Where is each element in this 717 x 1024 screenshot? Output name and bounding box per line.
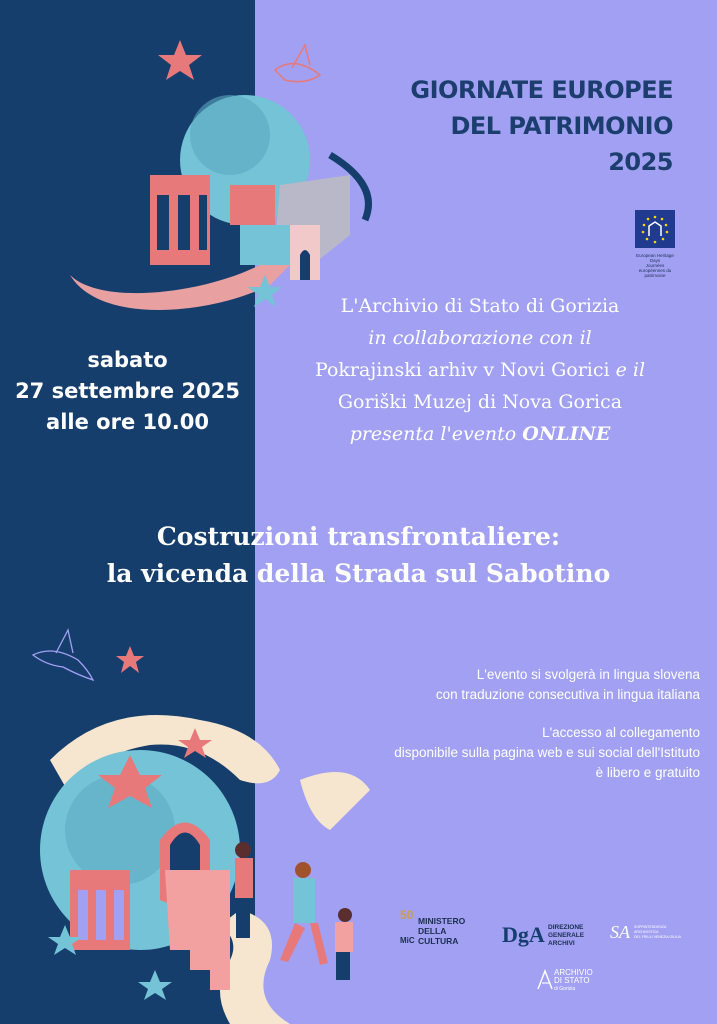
logo-line: ARCHIVIO: [554, 968, 593, 977]
title-line: GIORNATE EUROPEE: [410, 76, 673, 104]
presenter-line: [270, 354, 690, 386]
archivio-di-stato-gorizia-logo: [536, 967, 596, 995]
star-icon: [115, 645, 145, 675]
dga-logo: [502, 922, 592, 952]
european-heritage-days-logo: [635, 210, 675, 278]
bird-icon: [28, 625, 98, 685]
presenter-italic: in collaborazione con il: [368, 327, 592, 349]
info-line: L'accesso al collegamento: [542, 725, 700, 740]
info-line: L'evento si svolgerà in lingua slovena: [476, 667, 700, 682]
title-line-year: 2025: [608, 148, 673, 176]
online-label: ONLINE: [522, 423, 611, 445]
presenter-line: [270, 418, 690, 450]
presenter-italic: presenta l'evento: [349, 423, 517, 445]
presenter-line: Goriški Muzej di Nova Gorica: [337, 391, 623, 413]
logo-line: DI STATO: [554, 976, 590, 985]
info-line: è libero e gratuito: [595, 765, 700, 780]
presenter-block: [270, 290, 690, 450]
sa-name: [634, 925, 681, 940]
mic-anniversary-number: 50: [400, 908, 414, 922]
logo-line: di Gorizia: [554, 986, 576, 992]
logo-line: ARCHIVI: [548, 940, 575, 947]
event-info: [330, 665, 700, 801]
sa-logo: [610, 922, 702, 952]
archive-a-icon: [536, 969, 554, 991]
language-info: [330, 665, 700, 705]
date-full: 27 settembre 2025: [15, 379, 240, 403]
event-title-line: la vicenda della Strada sul Sabotino: [106, 559, 611, 588]
logo-line: SOPRINTENDENZA: [634, 925, 667, 929]
mic-abbreviation: MiC: [400, 936, 415, 945]
sa-abbreviation: SA: [610, 922, 630, 942]
mic-logo: [400, 908, 482, 950]
dga-abbreviation: DgA: [502, 922, 545, 947]
title-line: DEL PATRIMONIO: [450, 112, 673, 140]
logo-line: DEL FRIULI VENEZIA GIULIA: [634, 935, 681, 939]
ehd-logo-text: European Heritage Days: [636, 253, 674, 263]
heritage-top-illustration: [60, 35, 390, 315]
event-title: [0, 518, 717, 592]
ehd-logo-text: Journées européennes du patrimoine: [638, 263, 672, 278]
date-time: alle ore 10.00: [46, 410, 209, 434]
mic-name: [418, 916, 465, 946]
info-line: disponibile sulla pagina web e sui social dell'Istituto: [394, 745, 700, 760]
heritage-bottom-illustration: [30, 700, 380, 1024]
logo-line: ARCHIVISTICA: [634, 930, 659, 934]
logo-line: DIREZIONE: [548, 924, 584, 931]
logo-line: GENERALE: [548, 932, 585, 939]
logo-line: DELLA: [418, 926, 447, 936]
heritage-days-title: [373, 72, 673, 180]
presenter-line: L'Archivio di Stato di Gorizia: [340, 295, 620, 317]
event-date: [0, 345, 255, 438]
presenter-partner: Pokrajinski arhiv v Novi Gorici: [314, 359, 610, 381]
logo-line: MINISTERO: [418, 916, 466, 926]
access-info: [330, 723, 700, 783]
date-day: sabato: [87, 348, 168, 372]
presenter-line: [270, 322, 690, 354]
presenter-italic: e il: [615, 359, 646, 381]
logo-line: CULTURA: [418, 936, 459, 946]
asg-name: [554, 969, 593, 993]
eu-flag-icon: [635, 210, 675, 248]
dga-name: [548, 924, 584, 948]
event-title-line: Costruzioni transfrontaliere:: [156, 522, 561, 551]
info-line: con traduzione consecutiva in lingua italiana: [435, 687, 700, 702]
